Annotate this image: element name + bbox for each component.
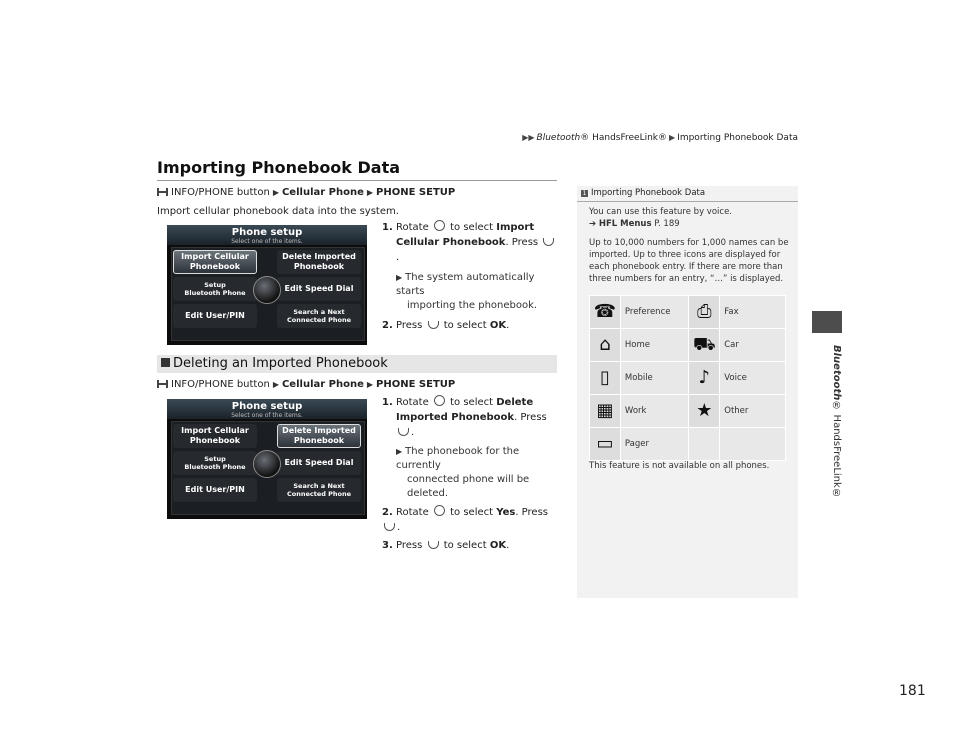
interface-dial-icon — [253, 276, 281, 304]
breadcrumb — [520, 133, 798, 143]
phone-setup-screen — [167, 399, 367, 519]
import-cellular-phonebook-button[interactable]: Import Cellular Phonebook — [173, 250, 257, 274]
delete-imported-phonebook-button[interactable]: Delete Imported Phonebook — [277, 250, 361, 274]
steps-import: 1. Rotate to select Import Cellular Phonebook. Press . ▶ The system automatically starts importing the phonebook. 2. Press to select OK. — [382, 220, 557, 333]
arrow-icon: ▶▶ — [522, 133, 535, 142]
edit-speed-dial-button[interactable]: Edit Speed Dial — [277, 277, 361, 301]
edit-user-pin-button[interactable]: Edit User/PIN — [173, 304, 257, 328]
edit-speed-dial-button[interactable]: Edit Speed Dial — [277, 451, 361, 475]
arrow-icon: ▶ — [272, 188, 279, 197]
breadcrumb-current: Importing Phonebook Data — [677, 133, 798, 143]
home-button-icon — [157, 188, 168, 196]
push-knob-icon — [428, 321, 439, 329]
edit-user-pin-button[interactable]: Edit User/PIN — [173, 478, 257, 502]
push-knob-icon — [384, 523, 395, 531]
push-knob-icon — [428, 541, 439, 549]
table-row: ☎ Preference ⎙ Fax — [590, 296, 786, 329]
push-knob-icon — [543, 238, 554, 246]
breadcrumb-hfl: ® HandsFreeLink® — [580, 133, 668, 143]
intro-text: Import cellular phonebook data into the system. — [157, 206, 399, 217]
rotate-knob-icon — [434, 505, 445, 516]
arrow-icon: ▶ — [669, 133, 676, 142]
section-bullet-icon — [161, 358, 170, 367]
side-note — [577, 186, 798, 598]
preference-phone-icon: ☎ — [593, 301, 617, 322]
arrow-icon: ▶ — [366, 380, 374, 389]
table-row: ▦ Work ★ Other — [590, 395, 786, 428]
home-icon: ⌂ — [599, 334, 611, 355]
push-knob-icon — [398, 428, 409, 436]
page-title: Importing Phonebook Data — [157, 158, 401, 177]
rotate-knob-icon — [434, 395, 445, 406]
delete-imported-phonebook-button[interactable]: Delete Imported Phonebook — [277, 424, 361, 448]
breadcrumb-bluetooth: Bluetooth — [536, 133, 581, 143]
table-row: ⌂ Home ⛟ Car — [590, 329, 786, 362]
note-header: 1 Importing Phonebook Data — [582, 188, 706, 198]
fax-icon: ⎙ — [697, 301, 712, 322]
phonebook-icon-table — [589, 295, 786, 461]
import-cellular-phonebook-button[interactable]: Import Cellular Phonebook — [173, 424, 257, 448]
screen-title: Phone setup — [231, 401, 303, 412]
steps-delete: 1. Rotate to select Delete Imported Phonebook. Press . ▶ The phonebook for the currently connected phone will be deleted. 2. Rotate to select Yes. Press . 3. Press to select OK. — [382, 397, 548, 551]
arrow-icon: ▶ — [396, 447, 403, 456]
section-heading: Deleting an Imported Phonebook — [157, 355, 557, 373]
rotate-knob-icon — [434, 220, 445, 231]
pager-icon: ▭ — [596, 433, 614, 454]
voice-icon: ♪ — [698, 367, 711, 388]
note-paragraph: Up to 10,000 numbers for 1,000 names can be imported. Up to three icons are displayed for each phonebook entry. If there are more than three numbers for an entry, “…” is displayed. — [589, 238, 789, 284]
table-row: ▯ Mobile ♪ Voice — [590, 362, 786, 395]
search-next-connected-phone-button[interactable]: Search a Next Connected Phone — [277, 304, 361, 328]
page-number: 181 — [899, 683, 926, 699]
screen-subtitle: Select one of the items. — [231, 238, 303, 245]
note-divider — [577, 201, 798, 202]
car-phone-icon: ⛟ — [692, 334, 716, 355]
interface-dial-icon — [253, 450, 281, 478]
search-next-connected-phone-button[interactable]: Search a Next Connected Phone — [277, 478, 361, 502]
phone-setup-screen — [167, 225, 367, 345]
reference-arrow-icon: ➔ — [589, 219, 597, 229]
title-divider — [157, 180, 557, 181]
work-icon: ▦ — [596, 400, 614, 421]
home-button-icon — [157, 380, 168, 388]
setup-bluetooth-phone-button[interactable]: Setup Bluetooth Phone — [173, 277, 257, 301]
note-footer: This feature is not available on all phones. — [589, 461, 770, 471]
note-reference: ➔ HFL Menus P. 189 — [589, 219, 680, 229]
table-row: ▭ Pager — [590, 428, 786, 461]
screen-subtitle: Select one of the items. — [231, 412, 303, 419]
chapter-label: Bluetooth® HandsFreeLink® — [831, 345, 842, 499]
chapter-tab — [812, 311, 842, 333]
menu-path: INFO/PHONE button ▶ Cellular Phone ▶ PHONE SETUP — [157, 379, 455, 390]
arrow-icon: ▶ — [272, 380, 279, 389]
menu-path: INFO/PHONE button ▶ Cellular Phone ▶ PHONE SETUP — [157, 187, 455, 198]
setup-bluetooth-phone-button[interactable]: Setup Bluetooth Phone — [173, 451, 257, 475]
arrow-icon: ▶ — [366, 188, 374, 197]
note-line: You can use this feature by voice. — [589, 207, 732, 217]
other-star-icon: ★ — [696, 400, 713, 421]
screen-title: Phone setup — [231, 227, 303, 238]
arrow-icon: ▶ — [396, 273, 403, 282]
mobile-phone-icon: ▯ — [600, 367, 610, 388]
